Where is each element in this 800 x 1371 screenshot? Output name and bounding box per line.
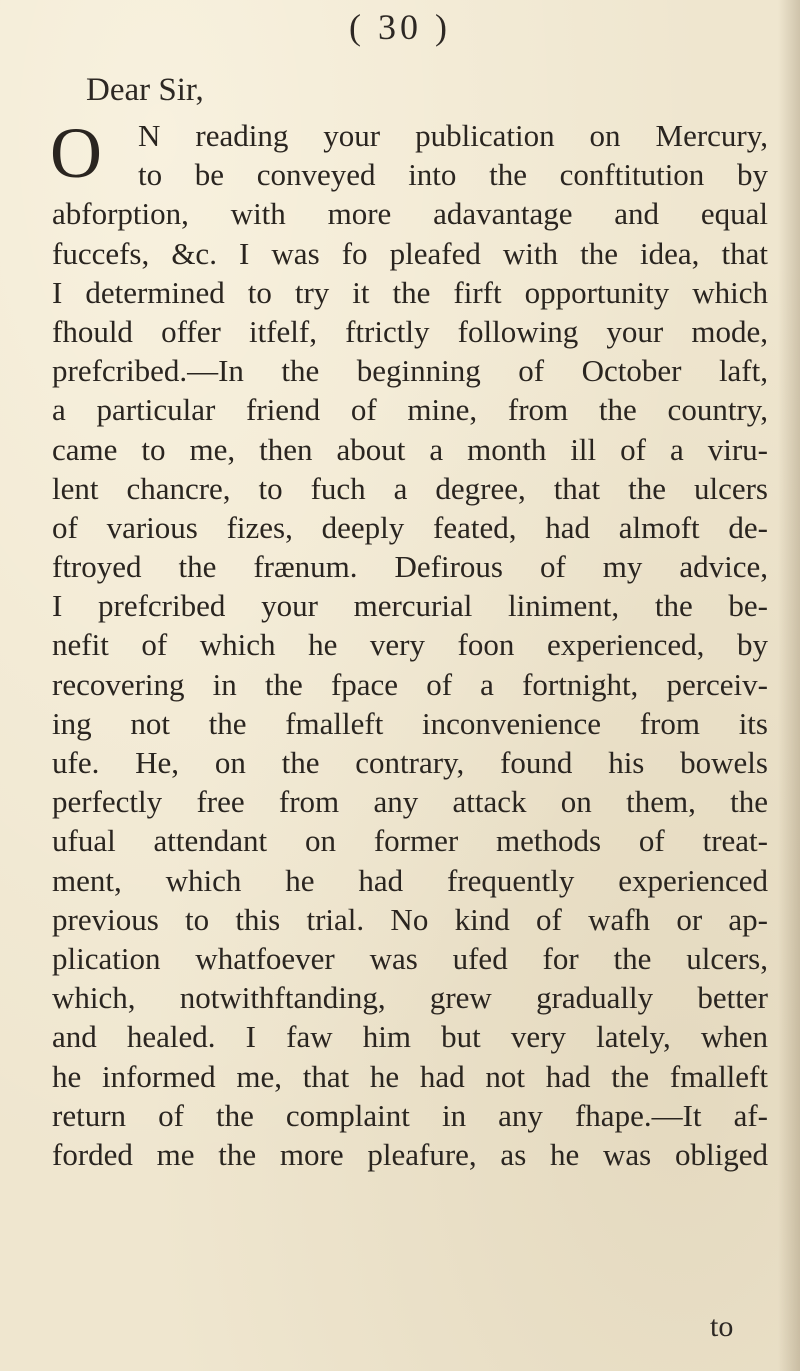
text-line: ufual attendant on former methods of treat- [52,823,768,859]
text-line: nefit of which he very foon experienced, by [52,627,768,663]
text-line: plication whatfoever was ufed for the ulcers, [52,940,768,976]
text-line: return of the complaint in any fhape.—It af- [52,1097,768,1133]
text-line: a particular friend of mine, from the country, [52,392,768,428]
drop-cap: O [50,113,102,193]
text-line: I prefcribed your mercurial liniment, the be- [52,588,768,624]
text-line: he informed me, that he had not had the fmalleft [52,1058,768,1094]
text-line: ftroyed the frænum. Defirous of my advice, [52,549,768,585]
text-line: which, notwithftanding, grew gradually better [52,980,768,1016]
text-line: ment, which he had frequently experienced [52,862,768,898]
text-line: fhould offer itfelf, ftrictly following your mode, [52,313,768,349]
text-line: prefcribed.—In the beginning of October laft, [52,353,768,389]
text-line: fuccefs, &c. I was fo pleafed with the idea, that [52,235,768,271]
text-line: ufe. He, on the contrary, found his bowels [52,745,768,780]
salutation: Dear Sir, [86,72,204,108]
text-line: I determined to try it the firft opportunity which [52,274,768,310]
text-line: ing not the fmalleft inconvenience from its [52,705,768,741]
text-line: to be conveyed into the conftitution by [138,157,768,193]
text-line: perfectly free from any attack on them, the [52,784,768,820]
page-number: ( 30 ) [349,7,451,47]
text-line: N reading your publication on Mercury, [138,118,768,153]
catchword: to [710,1310,734,1343]
text-line: forded me the more pleafure, as he was obliged [52,1136,768,1172]
text-line: abforption, with more adavantage and equal [52,196,768,232]
text-line: came to me, then about a month ill of a viru- [52,431,768,467]
text-line: of various fizes, deeply feated, had almoft de- [52,509,768,545]
text-line: recovering in the fpace of a fortnight, perceiv- [52,666,768,702]
text-line: lent chancre, to fuch a degree, that the ulcers [52,470,768,506]
text-line: and healed. I faw him but very lately, when [52,1019,768,1055]
letter-body [50,113,768,1174]
page-edge-shadow [778,0,800,1371]
text-line: previous to this trial. No kind of wafh or ap- [52,901,768,937]
